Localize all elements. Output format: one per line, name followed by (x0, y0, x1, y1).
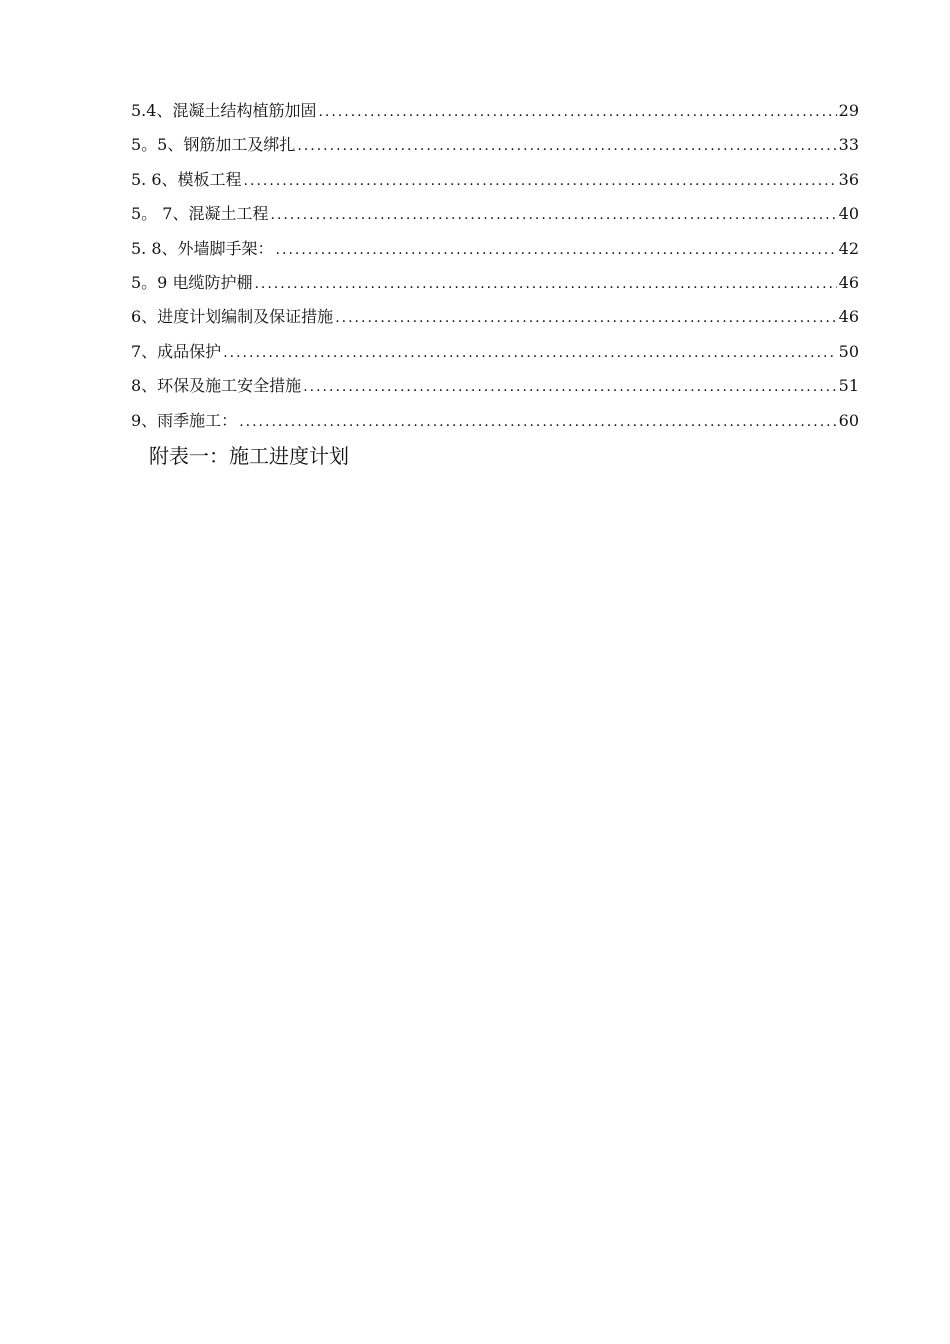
toc-leader-dots (239, 410, 836, 434)
toc-entry[interactable] (131, 133, 859, 167)
toc-entry-page: 33 (838, 135, 859, 155)
toc-entry-label: 5。 7、混凝土工程 (131, 204, 269, 224)
toc-entry-label: 8、环保及施工安全措施 (131, 376, 302, 396)
toc-leader-dots (297, 134, 836, 158)
toc-leader-dots (335, 306, 836, 330)
toc-entry-page: 40 (838, 204, 859, 224)
toc-entry-page: 60 (838, 410, 859, 430)
toc-entry-page: 50 (838, 341, 859, 361)
toc-leader-dots (303, 375, 836, 399)
toc-leader-dots (270, 203, 836, 227)
toc-entry[interactable] (131, 99, 859, 133)
toc-entry-page: 36 (838, 169, 859, 189)
toc-entry-label: 5。5、钢筋加工及绑扎 (131, 135, 296, 155)
toc-entry-label: 5。9 电缆防护棚 (131, 272, 253, 292)
toc-leader-dots (318, 100, 836, 124)
toc-entry[interactable] (131, 202, 859, 236)
toc-entry-page: 46 (838, 307, 859, 327)
toc-entry[interactable] (131, 374, 859, 408)
toc-entry-page: 46 (838, 272, 859, 292)
toc-entry-label: 5.4、混凝土结构植筋加固 (131, 101, 317, 120)
appendix-title: 附表一：施工进度计划 (149, 444, 349, 468)
toc-leader-dots (244, 169, 837, 193)
toc-entry-label: 5. 8、外墙脚手架： (131, 238, 274, 258)
toc-entry-page: 51 (838, 376, 859, 396)
toc-entry-page: 42 (838, 238, 859, 258)
toc-leader-dots (223, 341, 836, 365)
toc-entry[interactable] (131, 168, 859, 202)
toc-leader-dots (276, 238, 837, 262)
table-of-contents (131, 99, 859, 443)
toc-entry[interactable] (131, 271, 859, 305)
toc-entry-page: 29 (838, 101, 859, 120)
toc-entry[interactable] (131, 409, 859, 443)
toc-entry-label: 7、成品保护 (131, 341, 222, 361)
toc-leader-dots (254, 272, 836, 296)
toc-entry[interactable] (131, 340, 859, 374)
toc-entry[interactable] (131, 237, 859, 271)
toc-entry-label: 9、雨季施工： (131, 410, 238, 430)
toc-entry-label: 6、进度计划编制及保证措施 (131, 307, 334, 327)
toc-entry[interactable] (131, 305, 859, 339)
toc-entry-label: 5. 6、模板工程 (131, 169, 242, 189)
